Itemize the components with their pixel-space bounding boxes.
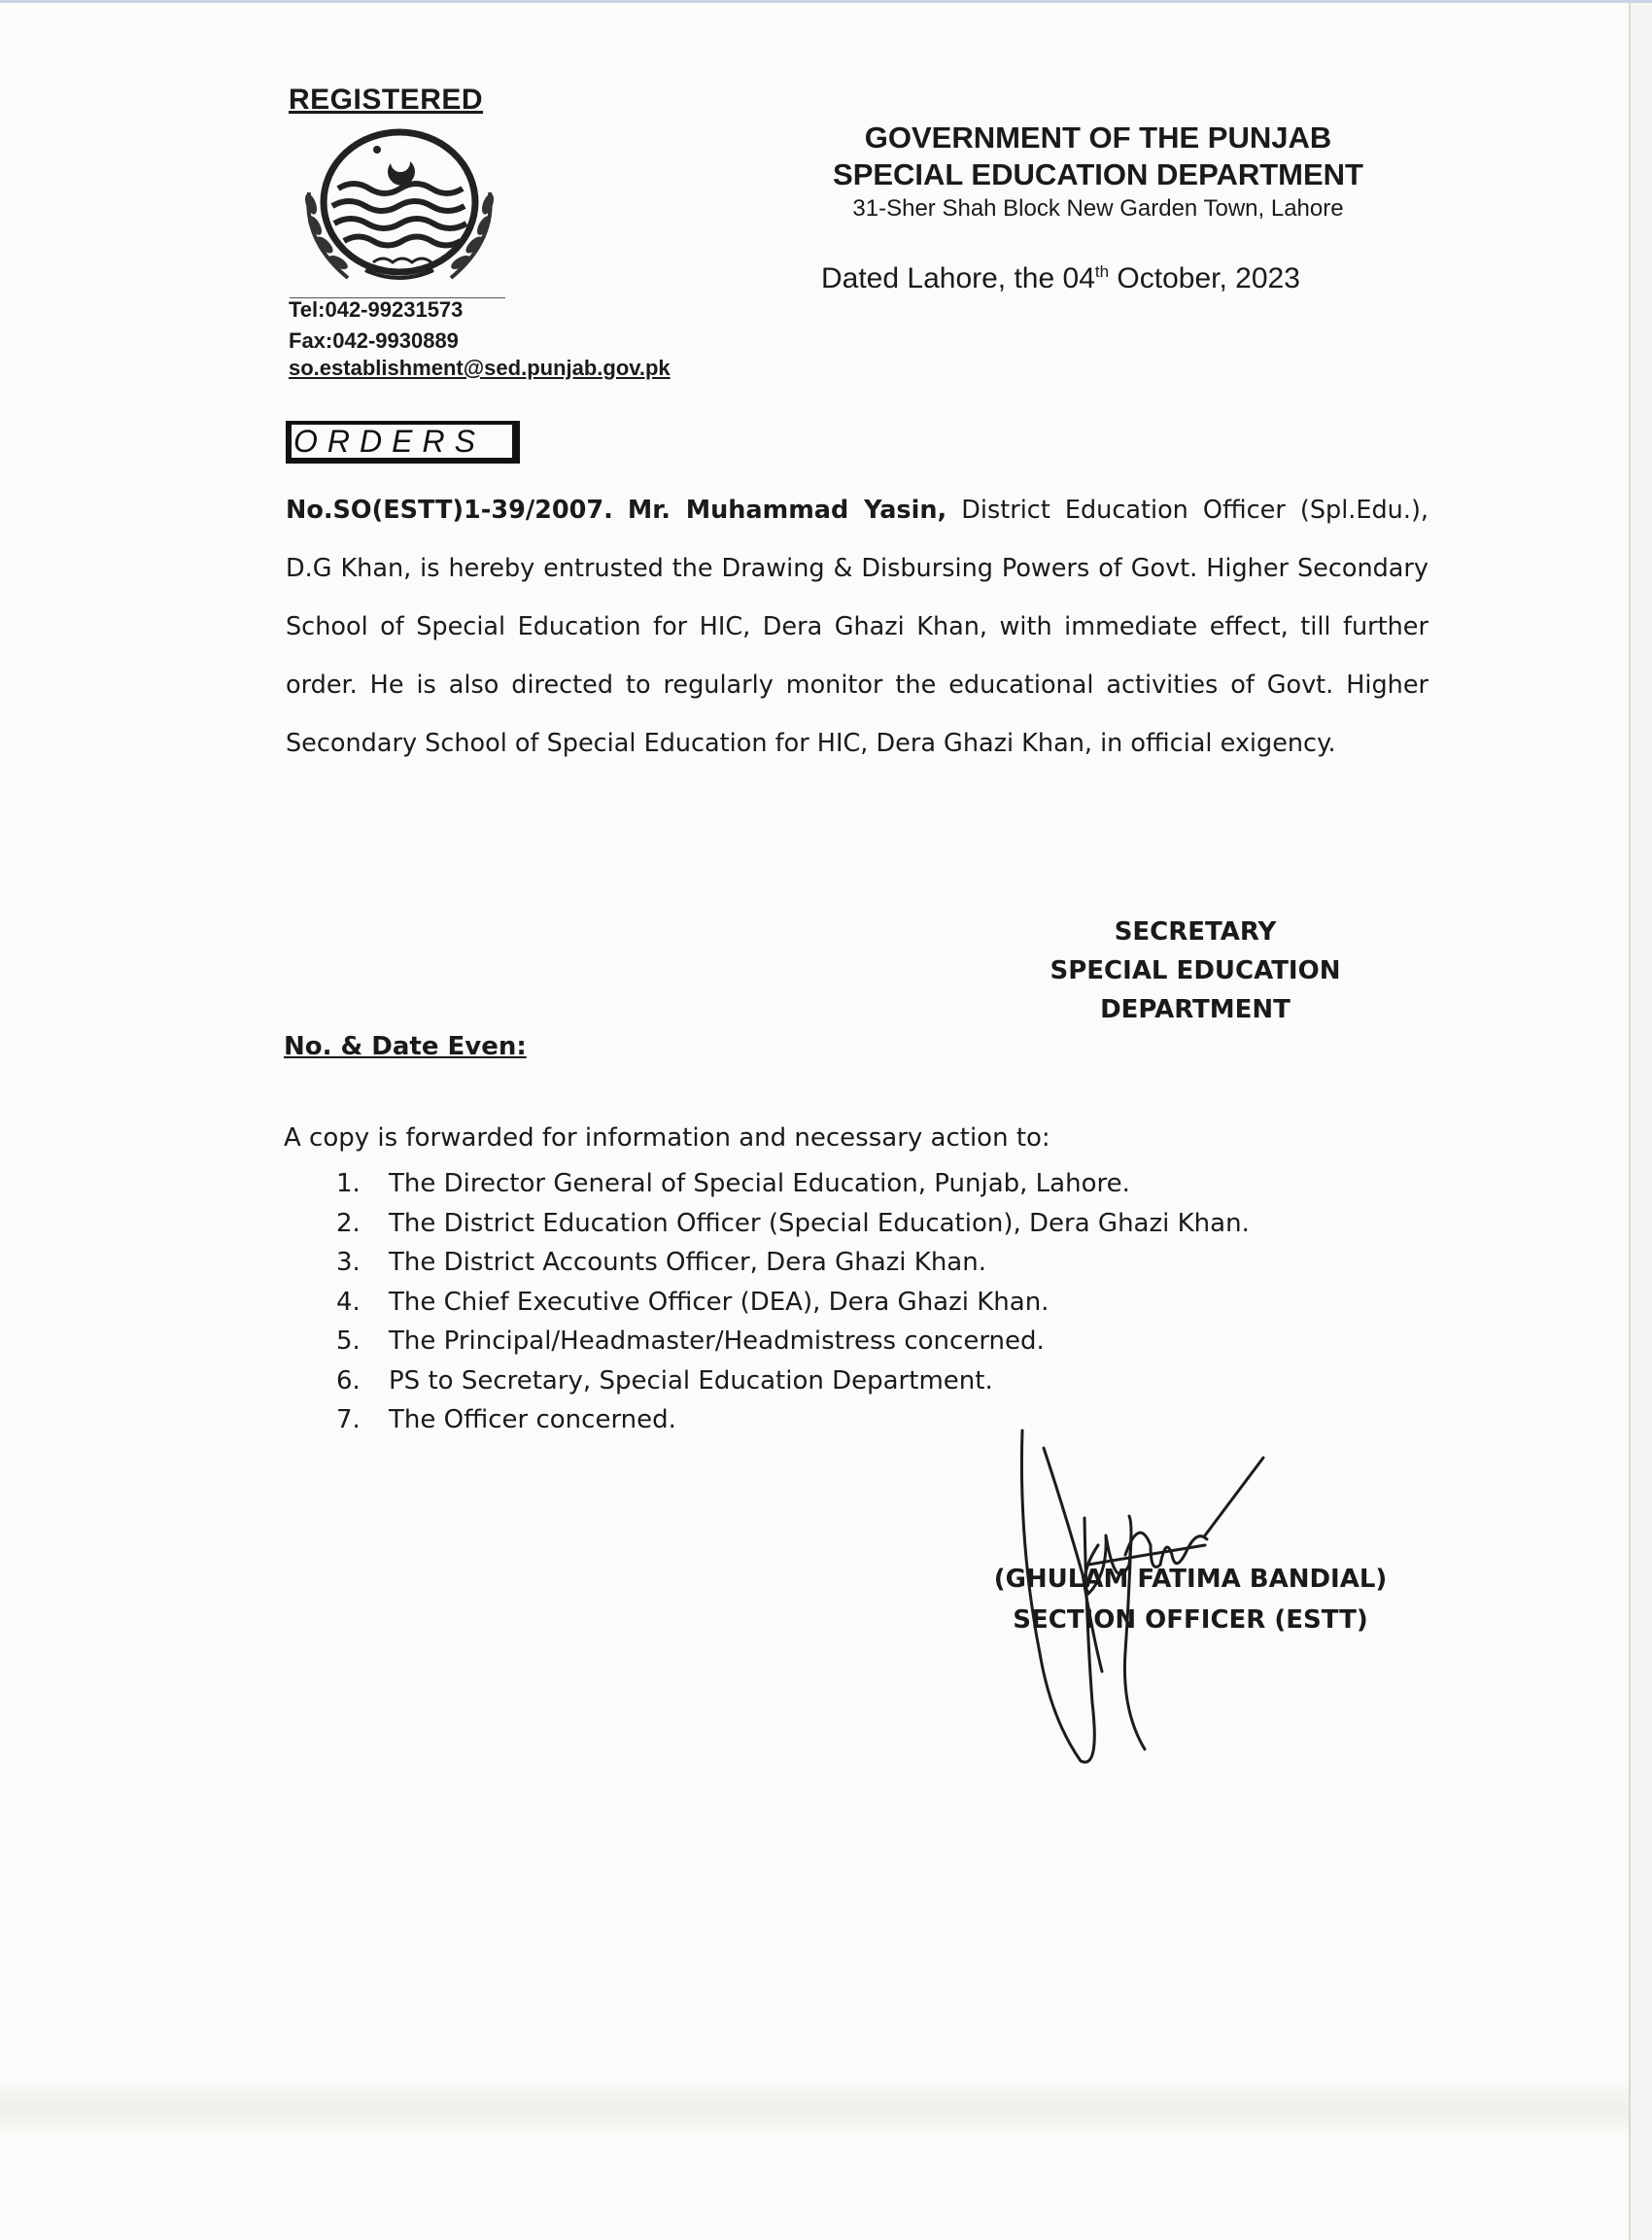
officer-name: Mr. Muhammad Yasin, xyxy=(627,496,947,525)
signatory-designation: SECTION OFFICER (ESTT) xyxy=(1013,1605,1368,1635)
signatory-name: (GHULAM FATIMA BANDIAL) xyxy=(993,1565,1388,1594)
order-text: District Education Officer (Spl.Edu.), D.G Khan, is hereby entrusted the Drawing & Disbursing Powers of Govt. Higher Secondary School of Special Education for HIC, Dera Ghazi Khan, with immediate effect, till further order. He is also directed to regularly monitor the educational activities of Govt. Higher Secondary School of Special Education for HIC, Dera Ghazi Khan, in official exigency. xyxy=(286,496,1429,758)
date-prefix: Dated Lahore, the 04 xyxy=(821,262,1095,294)
punjab-government-emblem-icon xyxy=(297,124,501,294)
list-item: 6. PS to Secretary, Special Education Department. xyxy=(336,1365,993,1396)
orders-heading-box xyxy=(286,421,520,464)
list-item: 2. The District Education Officer (Special Education), Dera Ghazi Khan. xyxy=(336,1208,1250,1238)
date-ordinal: th xyxy=(1094,262,1110,281)
copy-heading: No. & Date Even: xyxy=(284,1032,527,1061)
list-item: 4. The Chief Executive Officer (DEA), Dera Ghazi Khan. xyxy=(336,1287,1050,1317)
fax: Fax:042-9930889 xyxy=(289,328,459,353)
department-title: SPECIAL EDUCATION DEPARTMENT xyxy=(833,157,1363,191)
scan-edge xyxy=(0,0,1652,3)
order-body xyxy=(286,481,1428,773)
copy-intro: A copy is forwarded for information and necessary action to: xyxy=(284,1123,1050,1153)
department-address: 31-Sher Shah Block New Garden Town, Lahore xyxy=(852,195,1344,222)
date-line xyxy=(821,262,1300,295)
telephone: Tel:042-99231573 xyxy=(289,297,464,322)
handwritten-signature xyxy=(1011,1419,1302,1778)
authority-title: SECRETARY xyxy=(1114,917,1277,947)
authority-department-2: DEPARTMENT xyxy=(1100,995,1291,1024)
scan-artifact xyxy=(0,2080,1629,2138)
list-item: 3. The District Accounts Officer, Dera Ghazi Khan. xyxy=(336,1248,986,1277)
recipients-list xyxy=(336,1164,1250,1440)
list-item: 7. The Officer concerned. xyxy=(336,1405,676,1434)
registered-label: REGISTERED xyxy=(289,84,484,116)
list-item: 5. The Principal/Headmaster/Headmistress concerned. xyxy=(336,1327,1045,1356)
orders-heading: ORDERS xyxy=(292,425,512,458)
authority-department-1: SPECIAL EDUCATION xyxy=(1050,956,1341,985)
email-link[interactable]: so.establishment@sed.punjab.gov.pk xyxy=(289,356,671,380)
order-reference: No.SO(ESTT)1-39/2007. xyxy=(286,496,613,525)
government-title: GOVERNMENT OF THE PUNJAB xyxy=(864,121,1332,155)
date-suffix: October, 2023 xyxy=(1109,262,1300,294)
list-item: 1. The Director General of Special Education, Punjab, Lahore. xyxy=(336,1169,1130,1198)
